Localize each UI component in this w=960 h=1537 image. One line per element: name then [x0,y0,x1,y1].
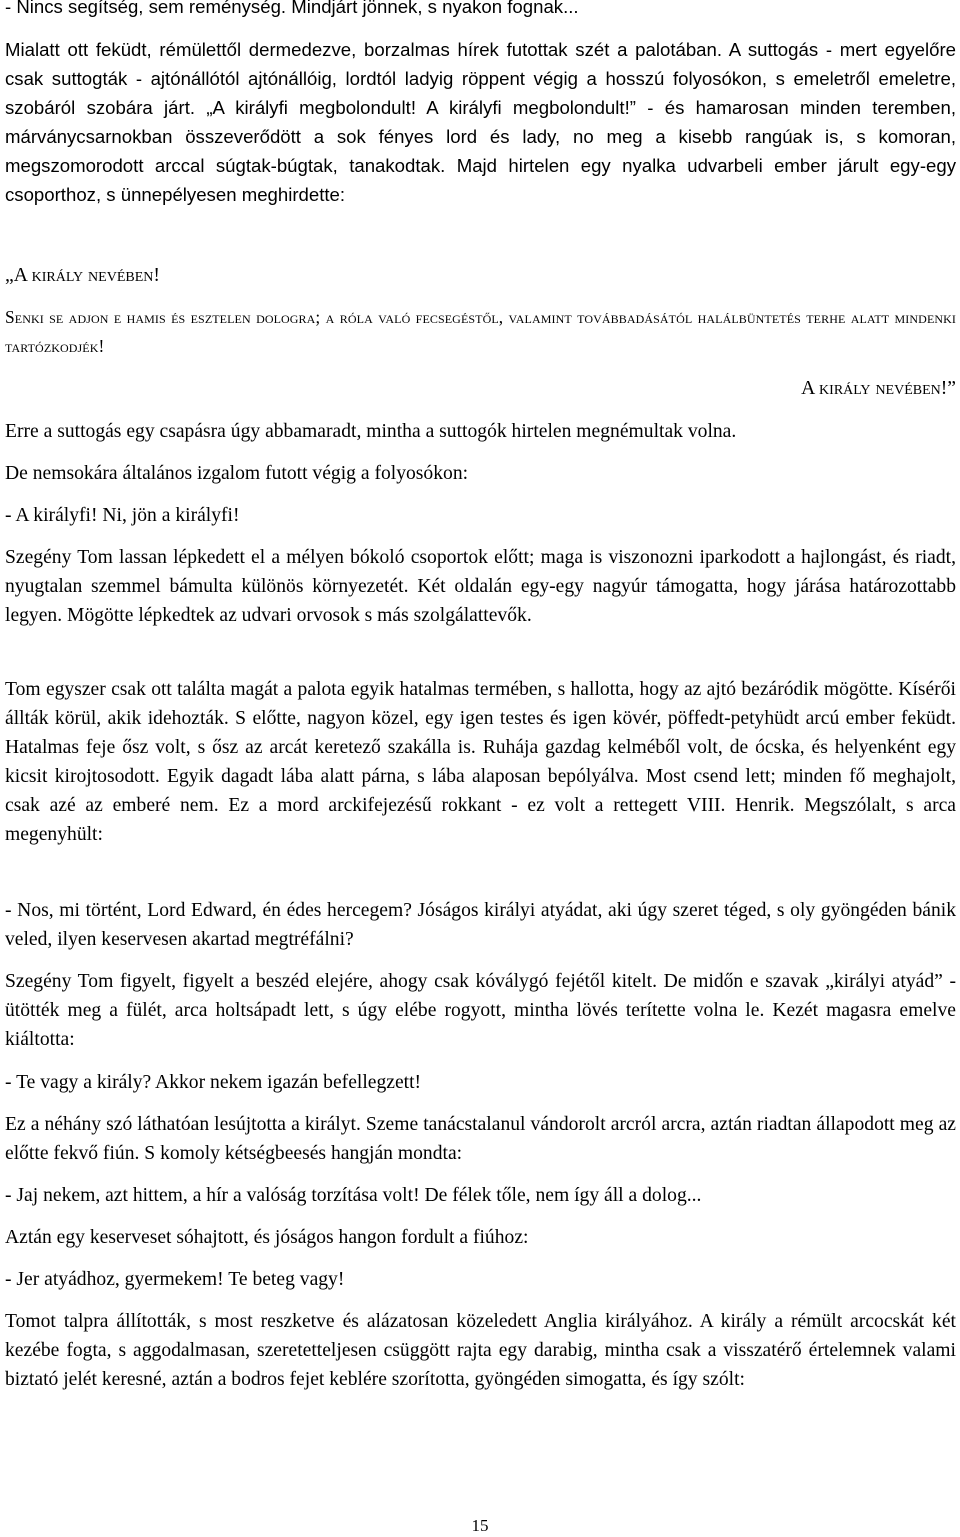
paragraph-rumor: Mialatt ott feküdt, rémülettől dermedezve, borzalmas hírek futottak szét a palotában. A suttogás - mert egyelőre csak suttogták - ajtónállótól ajtónállóig, lordtól ladyig röppent végig a hosszú folyosókon, s emeletről emeletre, szobáról szobára járt. „A királyfi megbolondult! A királyfi megbolondult!” - és hamarosan minden teremben, márványcsarnokban összeverődött a sok fényes lord és lady, no meg a kisebb rangúak is, s komoran, megszomorodott arccal súgtak-búgtak, tanakodtak. Majd hirtelen egy nyalka udvarbeli ember járult egy-egy csoporthoz, s ünnepélyesen meghirdette: [5,39,956,205]
proclamation-heading: „A király nevében! [5,265,160,286]
proclamation-signature: A király nevében!” [801,378,956,399]
paragraph-tom-cries: - Te vagy a király? Akkor nekem igazán befellegzett! [5,1072,422,1093]
paragraph-tom-approaches: Tomot talpra állították, s most reszketve és alázatosan közeledett Anglia királyához. A király a rémült arcocskát két kezébe fogta, s aggodalmasan, szeretetteljesen csüggött rajta egy darabig, mintha csak a visszatérő értelemnek valami biztató jelét keresné, aztán a bodros fejet keblére szorította, gyöngéden simogatta, és így szólt: [5,1311,956,1390]
paragraph-prince-coming: - A királyfi! Ni, jön a királyfi! [5,505,240,526]
paragraph-silence: Erre a suttogás egy csapásra úgy abbamaradt, mintha a suttogók hirtelen megnémultak volna. [5,421,737,442]
paragraph-sigh: Aztán egy keserveset sóhajtott, és jóságos hangon fordult a fiúhoz: [5,1227,529,1248]
paragraph-king-henrik: Tom egyszer csak ott találta magát a palota egyik hatalmas termében, s hallotta, hogy az ajtó bezáródik mögötte. Kísérői állták körül, akik idehozták. S előtte, nagyon közel, egy igen testes és igen kövér, pöffedt-petyhüdt arcú ember feküdt. Hatalmas feje ősz volt, s ősz az arcát keretező szakálla is. Ruhája gazdag kelméből volt, de ócska, és helyenként egy kicsit kirojtosodott. Egyik dagadt lába alatt párna, s lába alaposan bepólyálva. Most csend lett; minden fő meghajolt, csak azé az emberé nem. Ez a mord arckifejezésű rokkant - ez volt a rettegett VIII. Henrik. Megszólalt, s arca megenyhült: [5,679,956,845]
page-number: 15 [471,1516,489,1535]
paragraph-king-lament: - Jaj nekem, azt hittem, a hír a valóság torzítása volt! De félek tőle, nem így áll a dolog... [5,1185,702,1206]
proclamation-body: Senki se adjon e hamis és esztelen dologra; a róla való fecsegéstől, valamint továbbadásától halálbüntetés terhe alatt mindenki tartózkodjék! [5,307,956,356]
paragraph-king-speaks: - Nos, mi történt, Lord Edward, én édes hercegem? Jóságos királyi atyádat, aki úgy szeret téged, s oly gyöngéden bánik veled, ilyen keservesen akartad megtréfálni? [5,900,956,950]
paragraph-come-father: - Jer atyádhoz, gyermekem! Te beteg vagy! [5,1269,345,1290]
paragraph-tom-walks: Szegény Tom lassan lépkedett el a mélyen bókoló csoportok előtt; maga is viszonozni iparkodott a hajlongást, és riadt, nyugtalan szemmel bámulta különös környezetét. Két oldalán egy-egy nagyúr támogatta, hogy járása határozottabb legyen. Mögötte lépkedtek az udvari orvosok s más szolgálattevők. [5,547,956,626]
paragraph-excitement: De nemsokára általános izgalom futott végig a folyosókon: [5,463,469,484]
paragraph-tom-listens: Szegény Tom figyelt, figyelt a beszéd elejére, ahogy csak kóválygó fejétől kitelt. De midőn e szavak „királyi atyád” - ütötték meg a fülét, arca holtsápadt lett, s úgy elébe rogyott, mintha lövés terítette volna le. Kezét magasra emelve kiáltotta: [5,971,956,1050]
paragraph-king-struck: Ez a néhány szó láthatóan lesújtotta a királyt. Szeme tanácstalanul vándorolt arcról arcra, aztán riadtan állapodott meg az előtte fekvő fiún. S komoly kétségbeesés hangján mondta: [5,1114,956,1164]
text-line-1: - Nincs segítség, sem reménység. Mindjárt jönnek, s nyakon fognak... [5,0,579,17]
